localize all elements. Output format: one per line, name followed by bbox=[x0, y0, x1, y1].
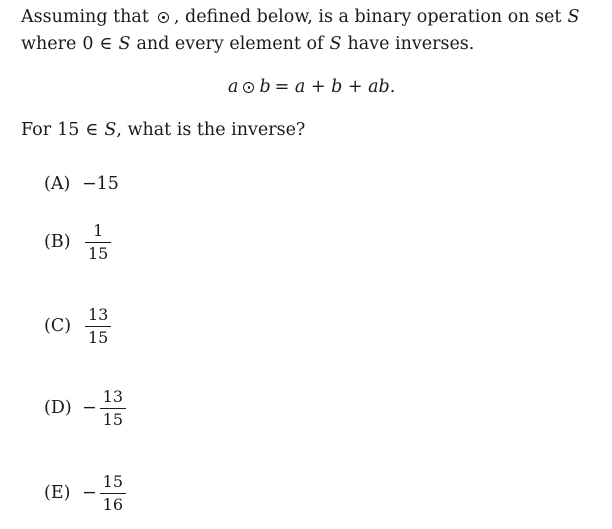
fraction-denominator: 15 bbox=[88, 243, 109, 263]
set-symbol: S bbox=[329, 34, 342, 54]
fraction bbox=[100, 472, 126, 515]
choice-d[interactable] bbox=[44, 378, 126, 438]
fraction-denominator: 15 bbox=[88, 327, 109, 347]
choice-value bbox=[82, 174, 119, 194]
choice-sign: − bbox=[82, 483, 97, 503]
fraction-bar bbox=[100, 493, 126, 494]
choice-value bbox=[82, 221, 111, 264]
choice-c[interactable] bbox=[44, 296, 111, 356]
choice-label: (E) bbox=[44, 483, 71, 503]
fraction-numerator: 15 bbox=[102, 471, 124, 491]
formula-b: b bbox=[259, 77, 271, 97]
choice-value bbox=[82, 305, 111, 348]
choice-sign: − bbox=[82, 398, 97, 418]
odot-operator-icon bbox=[158, 12, 169, 23]
fraction-denominator: 15 bbox=[102, 409, 124, 429]
set-symbol: S bbox=[118, 34, 131, 54]
formula-a: a bbox=[228, 77, 239, 97]
choice-e[interactable] bbox=[44, 463, 126, 523]
question-number: 15 bbox=[57, 120, 80, 140]
element-of-symbol: ∈ bbox=[85, 120, 99, 140]
set-symbol: S bbox=[104, 120, 117, 140]
fraction bbox=[85, 305, 111, 348]
question-text bbox=[21, 119, 305, 141]
intro-where: where bbox=[21, 34, 77, 54]
fraction-denominator: 16 bbox=[102, 494, 124, 514]
question-rest: , what is the inverse? bbox=[116, 120, 306, 140]
choice-b[interactable] bbox=[44, 212, 111, 272]
fraction-numerator: 13 bbox=[102, 386, 124, 406]
fraction bbox=[85, 221, 111, 264]
fraction-numerator: 1 bbox=[93, 220, 104, 240]
operation-formula bbox=[228, 76, 395, 98]
choice-value bbox=[82, 472, 126, 515]
odot-operator-icon bbox=[243, 82, 254, 93]
intro-line-1 bbox=[21, 6, 579, 28]
intro-text-middle: , defined below, is a binary operation on set bbox=[173, 7, 562, 27]
choice-label: (C) bbox=[44, 316, 72, 336]
fraction-bar bbox=[85, 242, 111, 243]
question-for: For bbox=[21, 120, 52, 140]
choice-label: (D) bbox=[44, 398, 72, 418]
set-symbol: S bbox=[567, 7, 580, 27]
intro-text-middle-2: and every element of bbox=[136, 34, 324, 54]
intro-line-2 bbox=[21, 33, 474, 55]
fraction bbox=[100, 387, 126, 430]
element-of-symbol: ∈ bbox=[99, 34, 113, 54]
choice-value bbox=[82, 387, 126, 430]
fraction-numerator: 13 bbox=[88, 304, 109, 324]
intro-text-end: have inverses. bbox=[347, 34, 475, 54]
fraction-bar bbox=[100, 408, 126, 409]
choice-label: (A) bbox=[44, 174, 71, 194]
intro-text-start: Assuming that bbox=[21, 7, 149, 27]
zero-element: 0 bbox=[82, 34, 94, 54]
formula-rhs: = a + b + ab. bbox=[274, 77, 396, 97]
choice-label: (B) bbox=[44, 232, 71, 252]
choice-text: −15 bbox=[82, 174, 119, 194]
choice-a[interactable] bbox=[44, 154, 119, 214]
fraction-bar bbox=[85, 326, 111, 327]
